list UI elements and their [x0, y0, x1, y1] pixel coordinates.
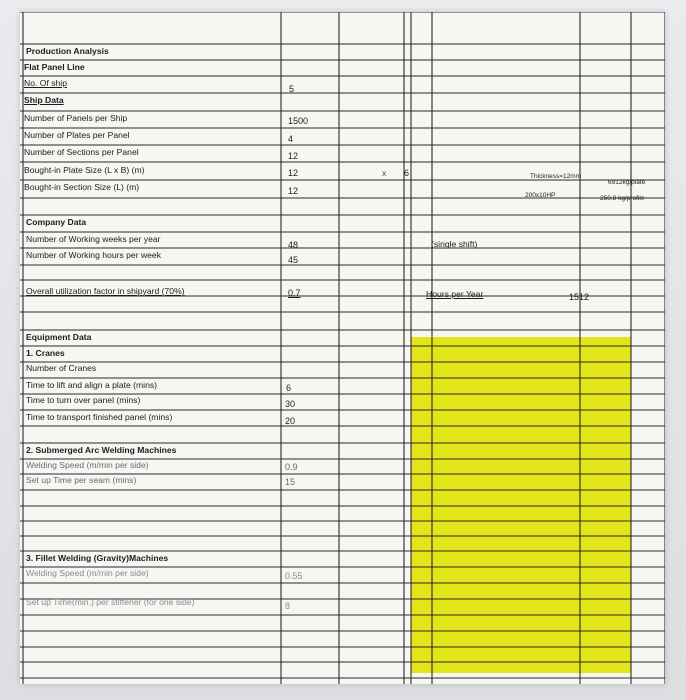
- plate-size-length-value: 12: [288, 168, 299, 178]
- panels-per-ship-label: Number of Panels per Ship: [24, 113, 128, 123]
- transport-time-label: Time to transport finished panel (mins): [26, 412, 173, 422]
- panels-per-ship-value: 1500: [288, 116, 309, 126]
- saw-setup-label: Set up Time per seam (mins): [26, 475, 137, 485]
- working-hours-label: Number of Working hours per week: [26, 250, 162, 260]
- hours-per-year-label: Hours per Year: [426, 289, 484, 299]
- lift-align-time-label: Time to lift and align a plate (mins): [26, 380, 158, 390]
- saw-speed-value: 0.9: [285, 462, 298, 472]
- no-of-ship-label: No. Of ship: [24, 78, 67, 88]
- flat-panel-line-title: Flat Panel Line: [24, 62, 85, 72]
- production-analysis-title: Production Analysis: [26, 46, 109, 56]
- plates-per-panel-value: 4: [288, 134, 294, 144]
- utilization-label: Overall utilization factor in shipyard (70%): [26, 286, 185, 296]
- number-of-cranes-label: Number of Cranes: [26, 363, 97, 373]
- turn-over-time-value: 30: [285, 399, 296, 409]
- plate-weight-note: 6912kg/plate: [608, 179, 646, 186]
- turn-over-time-label: Time to turn over panel (mins): [26, 395, 141, 405]
- fillet-setup-value: 8: [285, 601, 291, 611]
- fillet-machines-title: 3. Fillet Welding (Gravity)Machines: [26, 553, 169, 563]
- sections-per-panel-value: 12: [288, 151, 299, 161]
- company-data-title: Company Data: [26, 217, 87, 227]
- single-shift-note: (single shift): [431, 239, 478, 249]
- plates-per-panel-label: Number of Plates per Panel: [24, 130, 130, 140]
- saw-speed-label: Welding Speed (m/min per side): [26, 460, 149, 470]
- no-of-ship-value: 5: [289, 84, 295, 94]
- plate-size-breadth-value: 6: [404, 168, 410, 178]
- fillet-speed-value: 0.55: [285, 571, 303, 581]
- section-size-label: Bought-in Section Size (L) (m): [24, 182, 140, 192]
- saw-setup-value: 15: [285, 477, 296, 487]
- cranes-title: 1. Cranes: [26, 348, 65, 358]
- transport-time-value: 20: [285, 416, 296, 426]
- ship-data-title: Ship Data: [24, 95, 64, 105]
- sections-per-panel-label: Number of Sections per Panel: [24, 147, 139, 157]
- working-weeks-label: Number of Working weeks per year: [26, 234, 161, 244]
- saw-machines-title: 2. Submerged Arc Welding Machines: [26, 445, 177, 455]
- plate-thickness-note: Thickness=12mm: [530, 173, 582, 180]
- working-hours-value: 45: [288, 255, 299, 265]
- plate-size-label: Bought-in Plate Size (L x B) (m): [24, 165, 145, 175]
- section-size-value: 12: [288, 186, 299, 196]
- lift-align-time-value: 6: [286, 383, 292, 393]
- section-profile-note: 200x10HP: [525, 192, 556, 199]
- plate-size-x: X: [382, 171, 387, 178]
- spreadsheet-printout: [20, 12, 665, 684]
- utilization-value: 0.7: [288, 288, 301, 298]
- hours-per-year-value: 1512: [569, 292, 590, 302]
- highlighted-range: [411, 337, 631, 673]
- fillet-setup-label: Set up Time(min.) per stiffener (for one side): [26, 597, 195, 607]
- equipment-data-title: Equipment Data: [26, 332, 92, 342]
- fillet-speed-label: Welding Speed (m/min per side): [26, 568, 149, 578]
- working-weeks-value: 48: [288, 240, 299, 250]
- section-weight-note: 250.8 kg/profile: [600, 195, 645, 202]
